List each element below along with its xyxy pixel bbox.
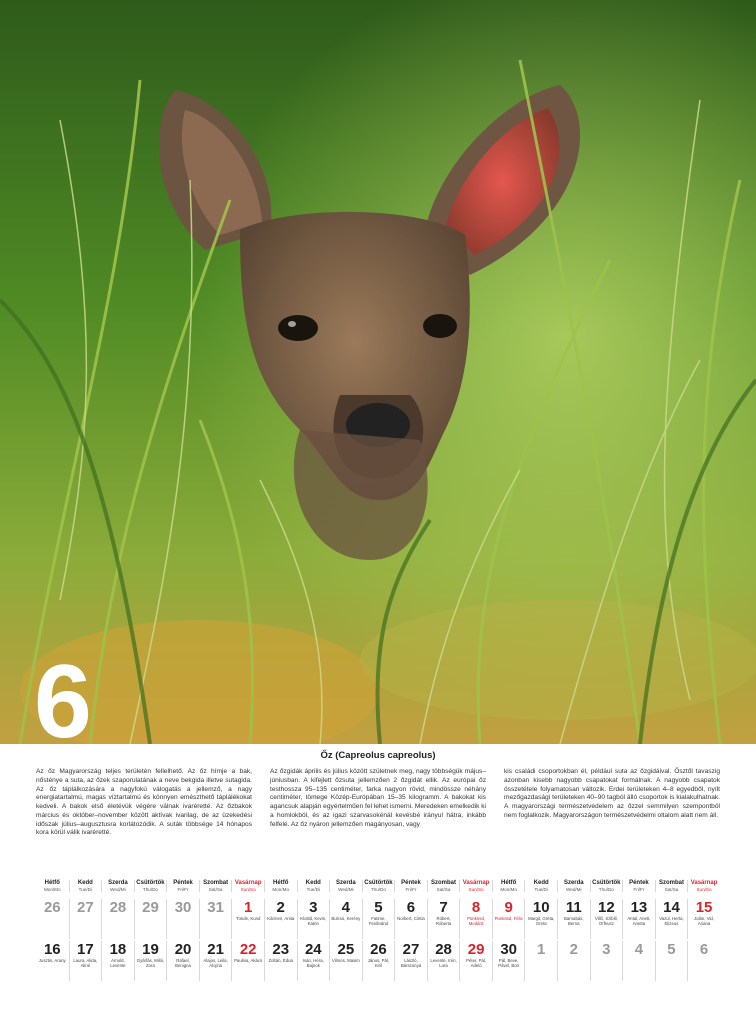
name-day-text: Laura, Alida, Aliné — [73, 958, 98, 969]
article-title: Őz (Capreolus capreolus) — [320, 750, 436, 761]
name-day-text: Jusztin, Arany — [38, 958, 66, 964]
weekday-abbrev: Mon/Mo — [500, 887, 517, 893]
weekday-header-cell — [199, 880, 232, 892]
weekday-name: Vasárnap — [462, 880, 490, 886]
weekday-name: Csütörtök — [136, 880, 165, 886]
calendar-day-cell — [362, 899, 395, 939]
day-number: 2 — [276, 899, 285, 916]
calendar-day-cell — [134, 899, 167, 939]
weekday-header-cell — [166, 880, 199, 892]
calendar-day-cell — [264, 941, 297, 981]
day-number: 22 — [239, 941, 257, 958]
day-number: 8 — [471, 899, 481, 916]
day-number: 16 — [43, 941, 61, 958]
weekday-name: Szombat — [658, 880, 684, 886]
name-day-text: Pál, Beve, Pável, Bori — [498, 958, 520, 969]
calendar-day-cell — [557, 899, 590, 939]
calendar-day-cell — [427, 899, 460, 939]
calendar-day-cell — [622, 941, 655, 981]
calendar-day-cell — [329, 941, 362, 981]
weekday-name: Kedd — [305, 880, 321, 886]
weekday-header-cell — [590, 880, 623, 892]
calendar-day-cell — [297, 941, 330, 981]
weekday-header-cell — [36, 880, 69, 892]
weekday-name: Kedd — [533, 880, 549, 886]
weekday-name: Kedd — [77, 880, 93, 886]
article-columns — [36, 768, 720, 838]
weekday-abbrev: Mon/Mo — [272, 887, 290, 893]
calendar-day-cell — [199, 941, 232, 981]
calendar-day-cell — [329, 899, 362, 939]
weekday-abbrev: Sun/So — [240, 887, 256, 893]
weekday-abbrev: Thu/Do — [370, 887, 386, 893]
day-number: 14 — [663, 899, 680, 916]
calendar-day-cell — [231, 941, 264, 981]
name-day-text: Antal, Anett, Anetta — [627, 916, 651, 927]
calendar-day-cell — [394, 899, 427, 939]
weekday-name: Szombat — [431, 880, 457, 886]
day-number: 3 — [309, 899, 318, 916]
weekday-abbrev: Fri/Fr — [633, 887, 645, 893]
weekday-abbrev: Fri/Fr — [177, 887, 189, 893]
calendar-day-cell — [459, 941, 492, 981]
calendar-week-row-1 — [36, 899, 720, 939]
calendar-day-cell — [687, 899, 720, 939]
weekday-name: Vasárnap — [690, 880, 718, 886]
calendar-day-cell — [231, 899, 264, 939]
weekday-name: Szerda — [336, 880, 356, 886]
weekday-abbrev: Thu/Do — [598, 887, 614, 893]
calendar-day-cell — [264, 899, 297, 939]
name-day-text: Vilmos, Maxim — [331, 958, 360, 964]
name-day-text: Rafael, Benigna — [175, 958, 191, 969]
calendar-day-cell — [36, 941, 69, 981]
weekday-abbrev: Wed/Mi — [566, 887, 582, 893]
calendar-day-cell — [655, 941, 688, 981]
weekday-name: Hétfő — [44, 880, 60, 886]
calendar-day-cell — [524, 941, 557, 981]
name-day-text: Barnabás, Berna — [563, 916, 584, 927]
name-day-text: László, Bárszonya — [400, 958, 422, 969]
day-number: 24 — [304, 941, 322, 958]
weekday-name: Hétfő — [273, 880, 289, 886]
name-day-text: Pünkösd, Medárd — [467, 916, 486, 927]
day-number: 5 — [374, 899, 383, 916]
name-day-text: Klotild, Kevin, Katrin — [300, 916, 327, 927]
name-day-text: Jolán, Vid, Ariana — [694, 916, 715, 927]
day-number: 6 — [406, 899, 416, 916]
month-number: 6 — [34, 644, 92, 760]
weekday-abbrev: Tue/Di — [306, 887, 320, 893]
day-number: 15 — [695, 899, 713, 916]
weekday-header-cell — [459, 880, 492, 892]
name-day-text: Vazul, Herta, Elizeus — [659, 916, 684, 927]
article-column-2: Az őzgidák április és július között születnek meg, nagy többségük május–júniusban. A kifejlett őzsuta jellemzően 2 őzgidát ellik. Az európai őz testhossza 95–135 centiméter, farka nagyon rövid, mindössze néhány centiméter, tömege Közép-Európában 15–35 kilogramm. A bakokat kis agancsuk alapján egyértelműen fel lehet ismerni. Meredeken emelkedik ki a homlokból, és az igazi szarvasokénál kevésbé irányul hátra, inkább felfelé. Az őz nyáron jellemzően magányosan, vagy — [270, 768, 486, 828]
day-number: 25 — [337, 941, 355, 958]
name-day-text: János, Pál, Kiril — [367, 958, 390, 969]
calendar-day-cell — [166, 899, 199, 939]
day-number: 4 — [341, 899, 351, 916]
weekday-abbrev: Sun/So — [468, 887, 484, 893]
day-number: 20 — [174, 941, 192, 958]
weekday-abbrev: Sat/Sa — [664, 887, 679, 893]
day-number: 28 — [435, 941, 452, 958]
calendar-week-row-2 — [36, 941, 720, 981]
day-number: 1 — [243, 899, 253, 916]
weekday-abbrev: Sun/So — [696, 887, 712, 893]
day-number: 18 — [109, 941, 127, 958]
name-day-text: Zoltán, Édua — [268, 958, 293, 964]
day-number: 26 — [370, 941, 387, 958]
name-day-text: Péter, Pál, Adeló — [466, 958, 486, 969]
calendar-day-cell — [687, 941, 720, 981]
weekday-header-cell — [492, 880, 525, 892]
article-column-3: kis családi csoportokban él, például suta az őzgidáival. Ősztől tavaszig azonban kisebb nagyobb csapatokat formálnak. A nagyobb csapatok összetétele folyamatosan változik. Erdei területeken 4–8 egyedből, nyílt mezőgazdasági területeken 40–90 tagból álló csoportok is kialakulhatnak. A magyarországi természetvédelem az őzzel semmilyen szempontból nem foglalkozik. Magyarországon természetvédelmi oltalom alatt nem áll. — [504, 768, 720, 819]
day-number: 29 — [142, 899, 159, 916]
day-number: 26 — [43, 899, 61, 916]
weekday-header-cell — [264, 880, 297, 892]
calendar-day-cell — [101, 941, 134, 981]
weekday-header-cell — [427, 880, 460, 892]
day-number: 12 — [598, 899, 615, 916]
weekday-name: Szerda — [563, 880, 584, 886]
name-day-text: Róbert, Roberta — [435, 916, 452, 927]
calendar-day-cell — [524, 899, 557, 939]
calendar-day-cell — [101, 899, 134, 939]
weekday-header-cell — [362, 880, 395, 892]
weekday-name: Vasárnap — [234, 880, 262, 886]
name-day-text: Fatime, Ferdinánd — [368, 916, 389, 927]
weekday-header-cell — [394, 880, 427, 892]
day-number: 13 — [630, 899, 648, 916]
day-number: 23 — [272, 941, 290, 958]
calendar-day-cell — [492, 941, 525, 981]
day-number: 31 — [207, 899, 224, 916]
weekday-abbrev: Wed/Mi — [338, 887, 354, 893]
weekday-header-cell — [687, 880, 720, 892]
day-number: 2 — [569, 941, 578, 958]
calendar-day-cell — [36, 899, 69, 939]
name-day-text: Norbert, Cintia — [397, 916, 425, 922]
weekday-header-cell — [134, 880, 167, 892]
day-number: 30 — [500, 941, 517, 958]
day-number: 28 — [109, 899, 127, 916]
calendar-day-cell — [590, 941, 623, 981]
name-day-text: Bulcsú, Kerény — [331, 916, 361, 922]
weekday-header-cell — [524, 880, 557, 892]
weekday-name: Szerda — [108, 880, 128, 886]
day-number: 7 — [439, 899, 448, 916]
calendar-day-cell — [134, 941, 167, 981]
day-number: 19 — [142, 941, 159, 958]
weekday-header-cell — [622, 880, 655, 892]
weekday-name: Csütörtök — [592, 880, 621, 886]
name-day-text: Pünkösd, Félix — [494, 916, 523, 922]
weekday-abbrev: Sat/Sa — [436, 887, 451, 893]
calendar-day-cell — [622, 899, 655, 939]
weekday-header-cell — [69, 880, 102, 892]
day-number: 21 — [207, 941, 224, 958]
calendar-day-cell — [557, 941, 590, 981]
name-day-text: Tünde, Kund — [235, 916, 261, 922]
weekday-abbrev: Sat/Sa — [208, 887, 223, 893]
day-number: 27 — [402, 941, 420, 958]
calendar-day-cell — [655, 899, 688, 939]
weekday-name: Csütörtök — [364, 880, 393, 886]
name-day-text: Gyárfás, Milói, Zora — [136, 958, 165, 969]
weekday-name: Hétfő — [500, 880, 517, 886]
calendar-day-cell — [362, 941, 395, 981]
day-number: 5 — [667, 941, 676, 958]
day-number: 17 — [77, 941, 94, 958]
day-number: 6 — [699, 941, 709, 958]
calendar-day-cell — [69, 899, 102, 939]
weekday-name: Szombat — [203, 880, 229, 886]
weekday-header-cell — [101, 880, 134, 892]
calendar-day-cell — [297, 899, 330, 939]
day-number: 30 — [174, 899, 192, 916]
day-number: 10 — [532, 899, 550, 916]
name-day-text: Arnold, Levente — [110, 958, 126, 969]
day-number: 1 — [537, 941, 546, 958]
weekday-name: Péntek — [173, 880, 193, 886]
calendar-day-cell — [590, 899, 623, 939]
day-number: 27 — [77, 899, 94, 916]
name-day-text: Paulina, Akács — [234, 958, 263, 964]
day-number: 11 — [565, 899, 582, 916]
calendar-weekday-header — [36, 880, 720, 892]
weekday-abbrev: Tue/Di — [78, 887, 93, 893]
name-day-text: Margit, Gréta, Greta — [528, 916, 555, 927]
name-day-text: Alajos, Leila, Alojzia — [203, 958, 228, 969]
weekday-header-cell — [297, 880, 330, 892]
weekday-name: Péntek — [629, 880, 649, 886]
calendar-day-cell — [492, 899, 525, 939]
calendar-day-cell — [166, 941, 199, 981]
calendar-day-cell — [394, 941, 427, 981]
weekday-abbrev: Wed/Mi — [110, 887, 126, 893]
article-column-1: Az őz Magyarország teljes területén fellelhető. Az őz hímje a bak, nősténye a suta, az őzek szaporulatának a neve bekgida illetve sutagida. Az őz táplálkozására a nagyfokú válogatás a jellemző, a nagy energiatartalmú, magas víztartalmú és könnyen emészthető táplálékokat kedveli. A bakok első életévük végére válnak ivaréretté. Az őzbakok március és október–november között aktívak ivarilag, de az üzekedési időszak július–augusztusra korlátozódik. A suták többsége 14 hónapos kora körül válik ivaréretté. — [36, 768, 252, 837]
calendar-day-cell — [69, 941, 102, 981]
calendar-day-cell — [199, 899, 232, 939]
name-day-text: Villő, Szibill, Orfeusz — [594, 916, 618, 927]
day-number: 29 — [467, 941, 485, 958]
name-day-text: Iván, Héra, Bajnok — [302, 958, 324, 969]
calendar-day-cell — [459, 899, 492, 939]
name-day-text: Levente, Irén, Lora — [430, 958, 457, 969]
weekday-header-cell — [557, 880, 590, 892]
weekday-abbrev: Tue/Di — [534, 887, 548, 893]
name-day-text: Kármen, Anita — [267, 916, 295, 922]
weekday-header-cell — [655, 880, 688, 892]
day-number: 3 — [602, 941, 611, 958]
weekday-abbrev: Thu/Do — [142, 887, 158, 893]
weekday-abbrev: Fri/Fr — [405, 887, 417, 893]
weekday-abbrev: Mon/Mo — [43, 887, 61, 893]
calendar-day-cell — [427, 941, 460, 981]
weekday-name: Péntek — [401, 880, 421, 886]
day-number: 4 — [634, 941, 644, 958]
weekday-header-cell — [231, 880, 264, 892]
weekday-header-cell — [329, 880, 362, 892]
day-number: 9 — [504, 899, 513, 916]
